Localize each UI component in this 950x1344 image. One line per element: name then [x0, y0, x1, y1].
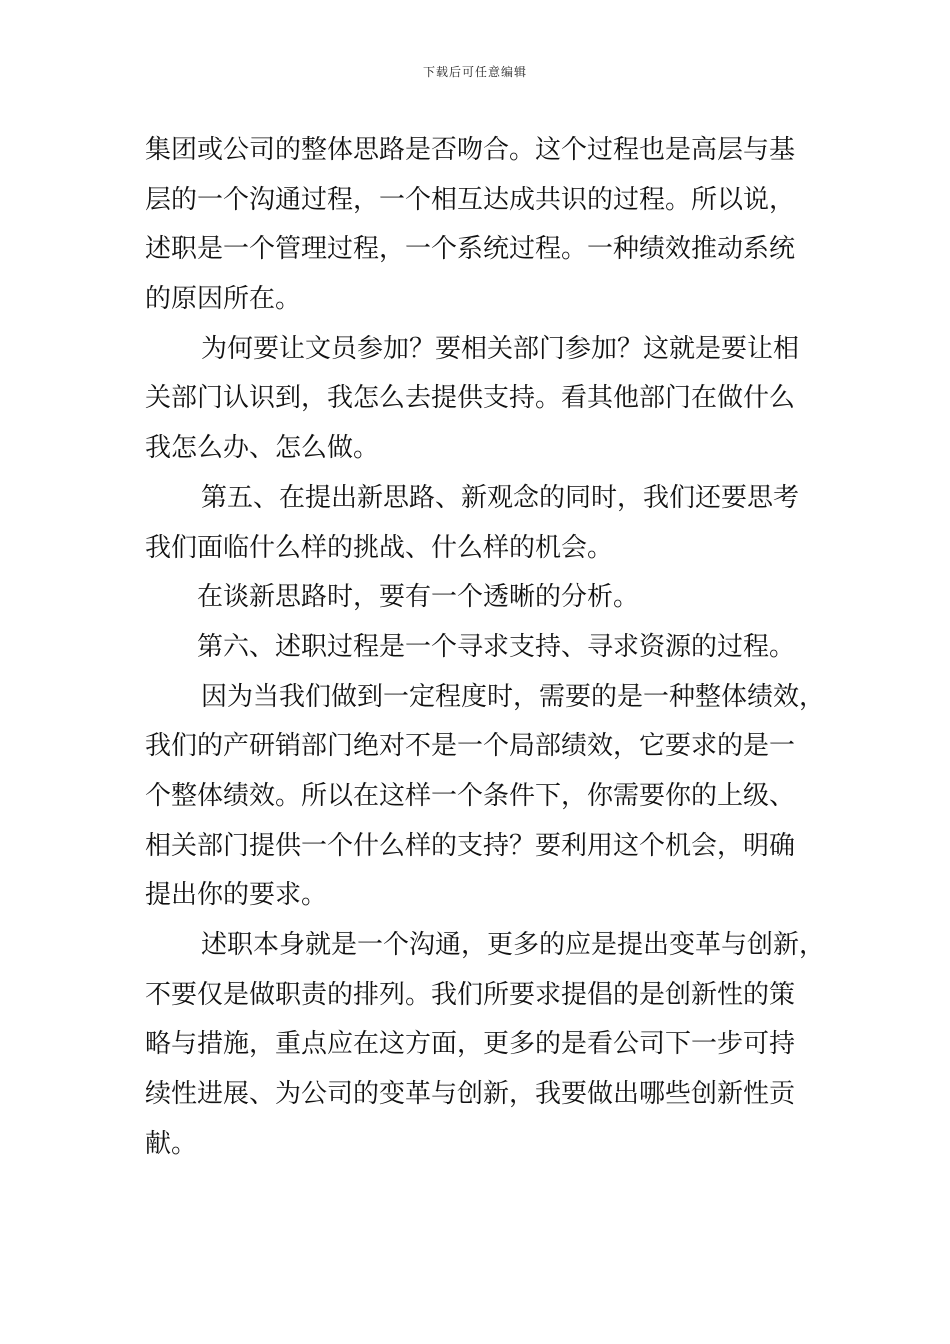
text-line: 相关部门提供一个什么样的支持？要利用这个机会，明确: [145, 830, 796, 861]
text-line: 因为当我们做到一定程度时，需要的是一种整体绩效，: [201, 681, 826, 712]
text-line: 续性进展、为公司的变革与创新，我要做出哪些创新性贡: [145, 1079, 796, 1110]
text-line: 第六、述职过程是一个寻求支持、寻求资源的过程。: [197, 631, 796, 662]
text-line: 层的一个沟通过程，一个相互达成共识的过程。所以说，: [145, 184, 796, 215]
text-line: 为何要让文员参加？要相关部门参加？这就是要让相: [201, 333, 800, 364]
text-line: 提出你的要求。: [145, 880, 328, 911]
text-line: 述职是一个管理过程，一个系统过程。一种绩效推动系统: [145, 234, 796, 265]
text-line: 略与措施，重点应在这方面，更多的是看公司下一步可持: [145, 1029, 796, 1060]
text-line: 第五、在提出新思路、新观念的同时，我们还要思考: [201, 482, 800, 513]
text-line: 关部门认识到，我怎么去提供支持。看其他部门在做什么: [145, 383, 796, 414]
text-line: 个整体绩效。所以在这样一个条件下，你需要你的上级、: [145, 780, 796, 811]
text-line: 献。: [145, 1128, 198, 1159]
text-line: 我们面临什么样的挑战、什么样的机会。: [145, 532, 614, 563]
document-body: [145, 126, 835, 1169]
text-line: 在谈新思路时，要有一个透晰的分析。: [197, 582, 640, 613]
text-line: 的原因所在。: [145, 284, 302, 315]
text-line: 我们的产研销部门绝对不是一个局部绩效，它要求的是一: [145, 731, 796, 762]
page-header: 下载后可任意编辑: [422, 65, 527, 79]
text-line: 我怎么办、怎么做。: [145, 433, 380, 464]
text-line: 集团或公司的整体思路是否吻合。这个过程也是高层与基: [145, 135, 796, 165]
text-line: 不要仅是做职责的排列。我们所要求提倡的是创新性的策: [145, 979, 796, 1010]
text-line: 述职本身就是一个沟通，更多的应是提出变革与创新，: [201, 930, 826, 960]
